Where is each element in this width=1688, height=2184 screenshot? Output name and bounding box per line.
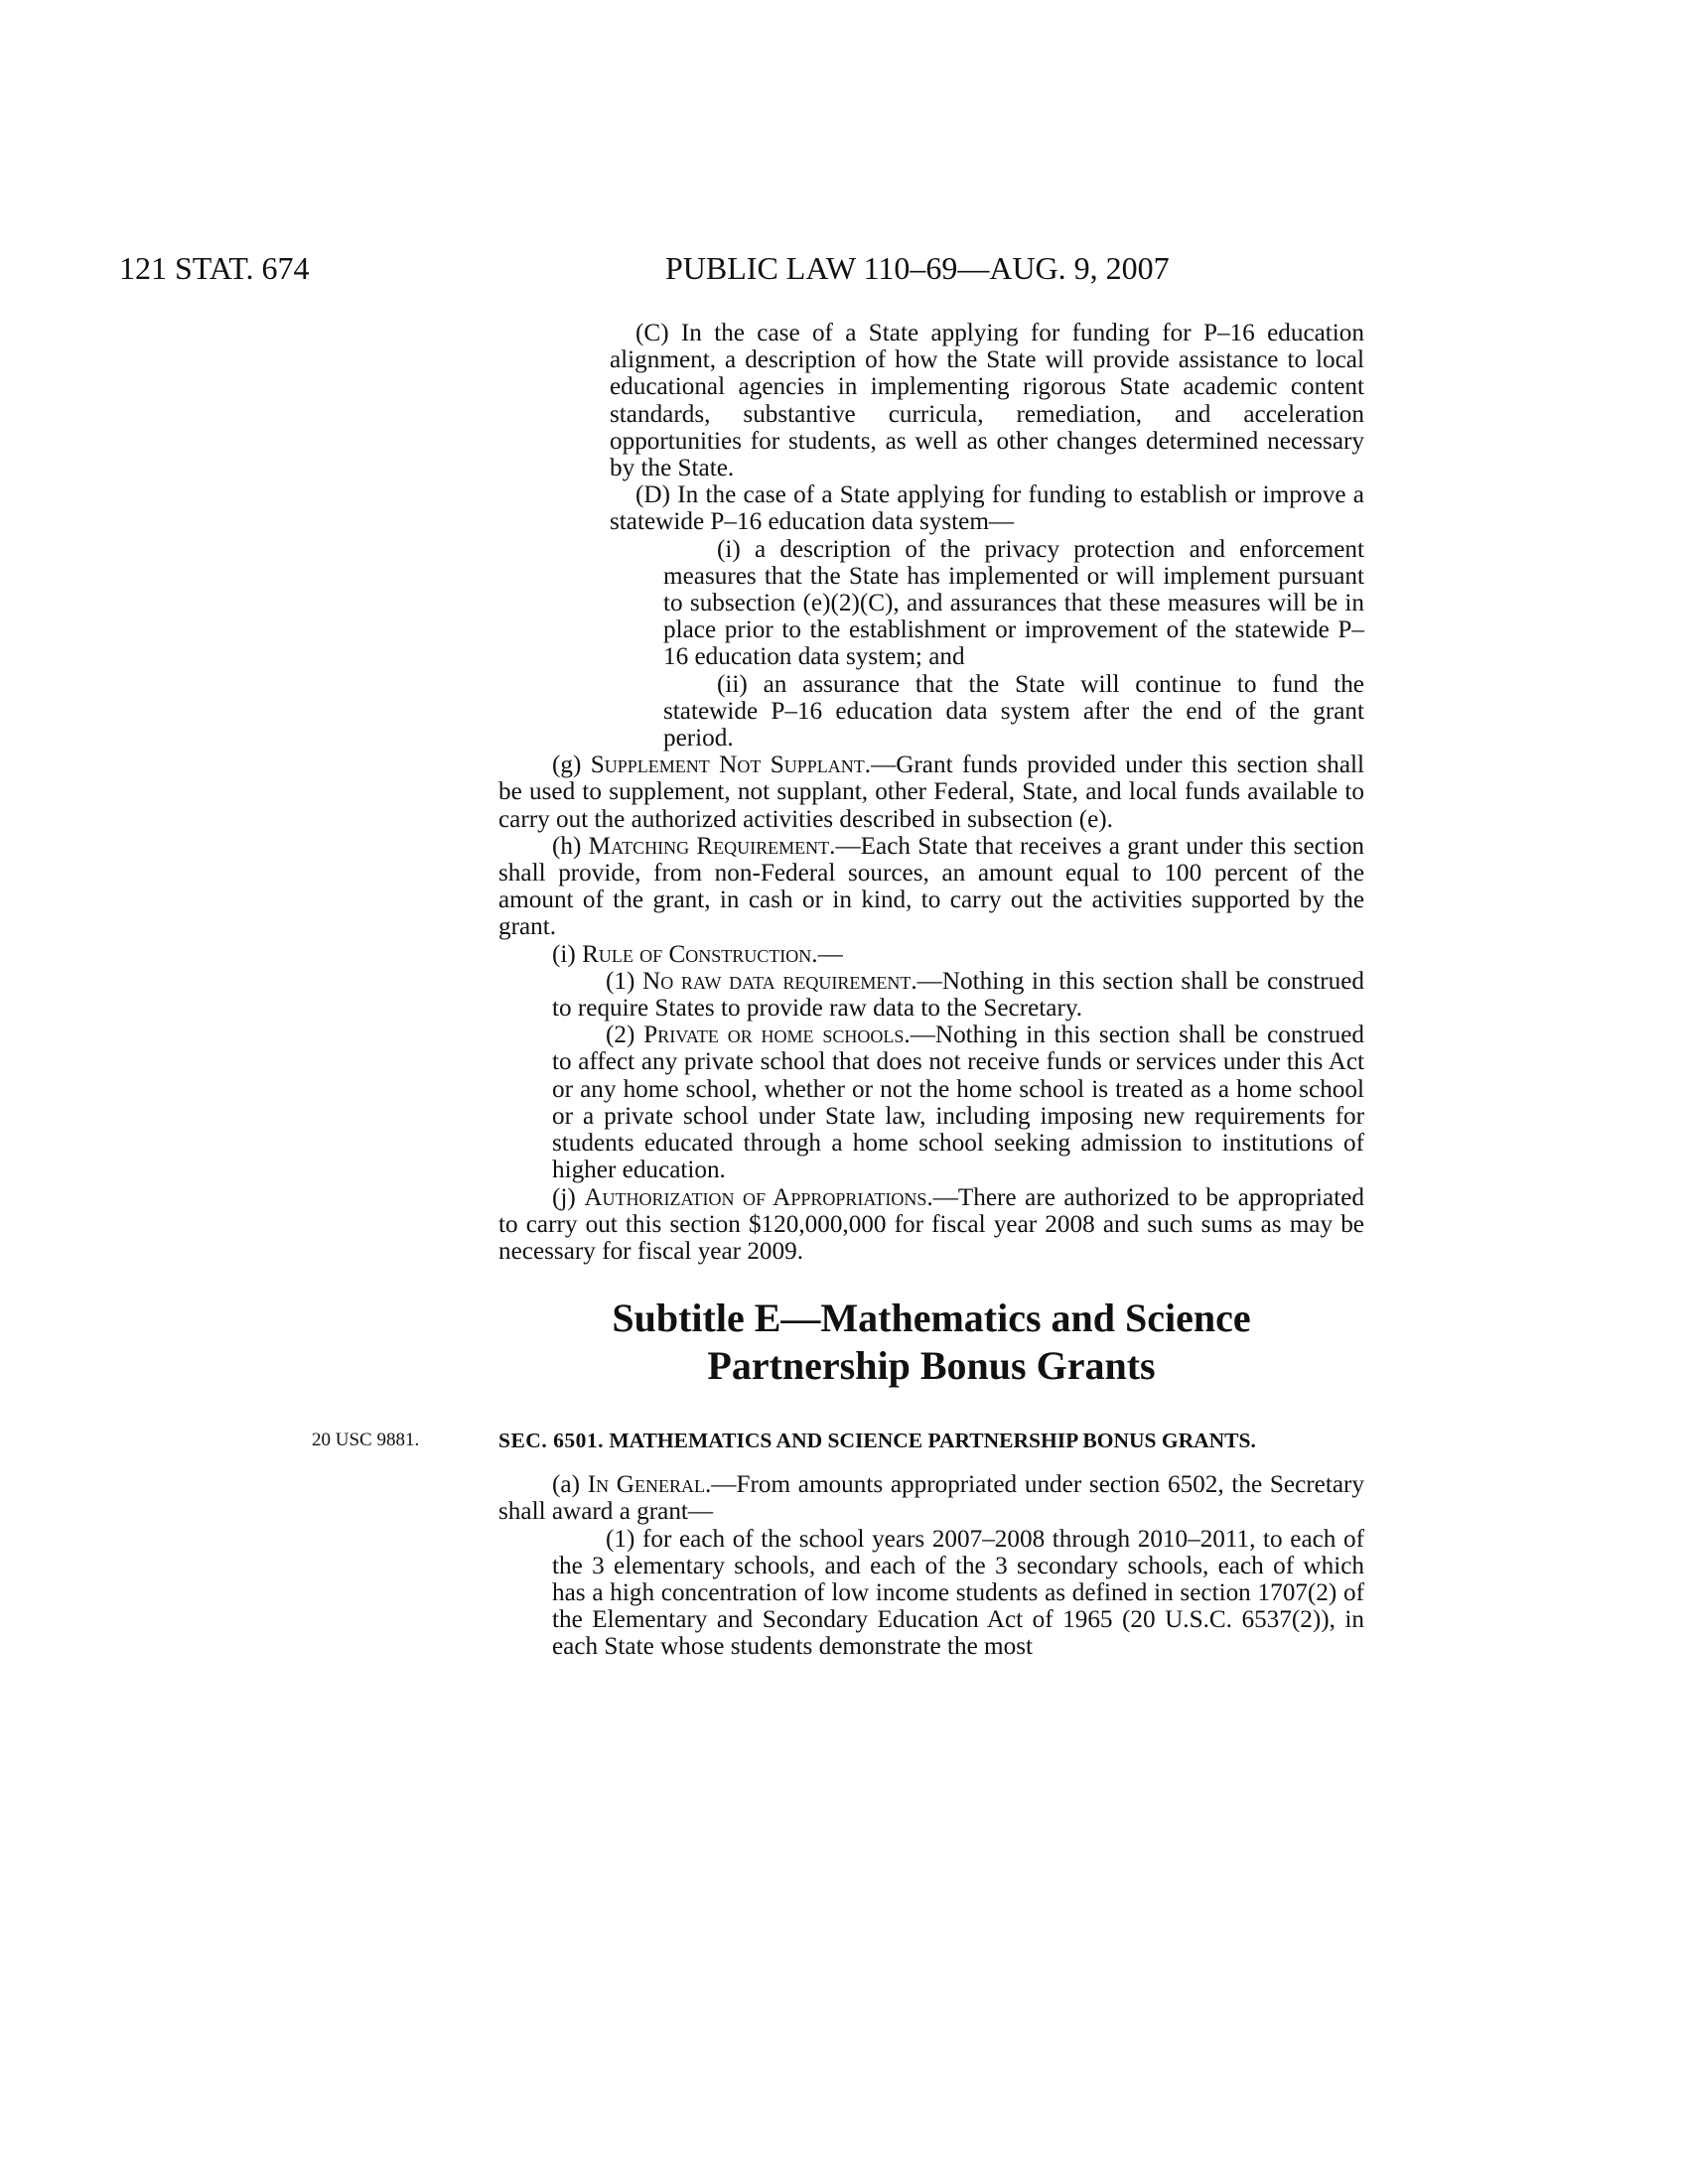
paragraph-g-text: .—Grant funds provided under this section shall be used to supplement, not supplant, other Federal, State, and local funds available to carry out the authorized activities described in subsection (e).: [498, 751, 1364, 833]
paragraph-a-text: .—From amounts appropriated under section 6502, the Secretary shall award a grant—: [498, 1471, 1364, 1526]
paragraph-c: (C) In the case of a State applying for funding for P–16 education alignment, a description of how the State will provide assistance to local educational agencies in implementing rigorous State academic content standards, substantive curricula, remediation, and acceleration opportunities for students, as well as other changes determined necessary by the State.: [610, 320, 1364, 482]
section-6501: [312, 1428, 1364, 1453]
paragraph-d: (D) In the case of a State applying for funding to establish or improve a statewide P–16 education data system—: [610, 481, 1364, 536]
subtitle-heading: [498, 1295, 1364, 1390]
paragraph-j-heading: Authorization of Appropriations: [584, 1183, 927, 1211]
paragraph-j-text: .—There are authorized to be appropriated to carry out this section $120,000,000 for fiscal year 2008 and such sums as may be necessary for fiscal year 2009.: [498, 1183, 1364, 1265]
paragraph-j: [498, 1184, 1364, 1266]
paragraph-i-text: .—: [811, 940, 843, 968]
paragraph-i-2: [498, 1022, 1364, 1183]
paragraph-a-heading: In General: [587, 1471, 705, 1499]
paragraph-j-label: (j): [552, 1183, 585, 1211]
paragraph-i-1: [498, 968, 1364, 1022]
paragraph-d-i: (i) a description of the privacy protection and enforcement measures that the State has implemented or will implement pursuant to subsection (e)(2)(C), and assurances that these measures will be in place prior to the establishment or improvement of the statewide P–16 education data system; and: [663, 535, 1364, 671]
paragraph-a-label: (a): [552, 1471, 588, 1499]
section-number: SEC. 6501.: [498, 1429, 604, 1453]
paragraph-d-ii: (ii) an assurance that the State will continue to fund the statewide P–16 education data system after the end of the grant period.: [663, 670, 1364, 752]
paragraph-h-heading: Matching Requirement: [588, 832, 830, 860]
section-heading: [498, 1428, 1364, 1453]
stat-reference: 121 STAT. 674: [119, 250, 310, 286]
paragraph-i-2-label: (2): [606, 1022, 644, 1049]
paragraph-i-1-heading: No raw data requirement: [642, 967, 912, 995]
paragraph-h-label: (h): [552, 832, 589, 860]
paragraph-a: [498, 1471, 1364, 1525]
public-law-header: PUBLIC LAW 110–69—AUG. 9, 2007: [665, 250, 1170, 286]
paragraph-g-heading: Supplement Not Supplant: [590, 751, 865, 779]
paragraph-i: [498, 941, 1364, 968]
paragraph-i-1-text: .—Nothing in this section shall be construed to require States to provide raw data to the Secretary.: [552, 967, 1364, 1023]
paragraph-h: [498, 833, 1364, 941]
subtitle-line-2: Partnership Bonus Grants: [707, 1343, 1156, 1389]
usc-margin-note: 20 USC 9881.: [312, 1430, 420, 1451]
section-title: MATHEMATICS AND SCIENCE PARTNERSHIP BONUS GRANTS.: [609, 1429, 1256, 1453]
paragraph-i-heading: Rule of Construction: [582, 940, 812, 968]
paragraph-i-1-label: (1): [606, 967, 643, 995]
paragraph-i-2-text: .—Nothing in this section shall be construed to affect any private school that does not receive funds or services under this Act or any home school, whether or not the home school is treated as a home school or a private school under State law, including imposing new requirements for students educated through a home school seeking admission to institutions of higher education.: [552, 1022, 1364, 1184]
paragraph-i-2-heading: Private or home schools: [643, 1022, 905, 1049]
paragraph-a-1: (1) for each of the school years 2007–2008 through 2010–2011, to each of the 3 elementary schools, and each of the 3 secondary schools, each of which has a high concentration of low income students as defined in section 1707(2) of the Elementary and Secondary Education Act of 1965 (20 U.S.C. 6537(2)), in each State whose students demonstrate the most: [552, 1525, 1364, 1661]
paragraph-h-text: .—Each State that receives a grant under this section shall provide, from non-Federal sources, an amount equal to 100 percent of the amount of the grant, in cash or in kind, to carry out the activities supported by the grant.: [498, 832, 1364, 941]
paragraph-i-label: (i): [552, 940, 583, 968]
text-column: [312, 320, 1364, 1661]
paragraph-g-label: (g): [552, 751, 591, 779]
subtitle-line-1: Subtitle E—Mathematics and Science: [612, 1296, 1251, 1341]
paragraph-g: [498, 751, 1364, 833]
